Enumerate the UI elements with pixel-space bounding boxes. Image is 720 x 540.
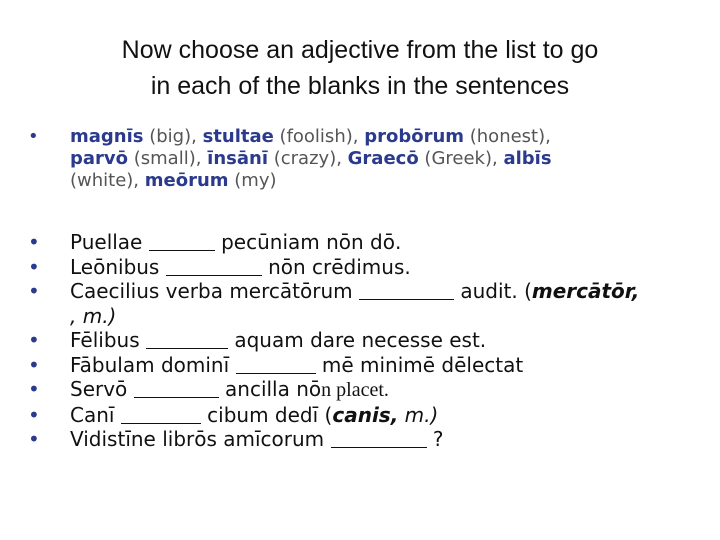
adjective-gloss: (crazy), bbox=[268, 148, 348, 169]
answer-blank bbox=[146, 330, 228, 349]
sentence-item bbox=[28, 230, 688, 255]
adjective-gloss: (big), bbox=[143, 126, 203, 147]
adjective-gloss: (my) bbox=[228, 170, 277, 191]
sentence-text: Puellae bbox=[70, 230, 149, 254]
title-line-1: Now choose an adjective from the list to go bbox=[121, 36, 599, 64]
bullet: • bbox=[28, 402, 40, 427]
note-word: mercātōr, bbox=[531, 279, 640, 303]
sentence-text: Fēlibus bbox=[70, 328, 146, 352]
answer-blank bbox=[149, 232, 215, 251]
title-line-2: in each of the blanks in the sentences bbox=[150, 72, 570, 100]
sentence-text: Vidistīne librōs amīcorum bbox=[70, 427, 331, 451]
sentence-text: pecūniam nōn dō. bbox=[214, 230, 402, 254]
answer-blank bbox=[359, 281, 454, 300]
slide-title bbox=[20, 32, 700, 104]
bullet: • bbox=[28, 279, 40, 303]
adjective-gloss: (small), bbox=[128, 148, 208, 169]
bullet: • bbox=[28, 352, 40, 377]
adjective-gloss: (white), bbox=[70, 170, 145, 191]
bullet: • bbox=[28, 126, 39, 147]
sentence-item bbox=[28, 353, 688, 378]
adjective-word: meōrum bbox=[144, 170, 229, 191]
bullet: • bbox=[28, 377, 40, 401]
sentence-text: nōn crēdimus. bbox=[261, 254, 411, 279]
adjective-word: īnsānī bbox=[207, 148, 269, 169]
note-word: canis, bbox=[332, 402, 399, 427]
adjective-gloss: (foolish), bbox=[273, 126, 365, 147]
adjective-word: probōrum bbox=[364, 126, 465, 147]
adjective-word: magnīs bbox=[70, 126, 144, 147]
sentence-text: Servō bbox=[70, 377, 134, 401]
sentence-text: Fābulam dominī bbox=[70, 352, 236, 377]
adjective-list-text bbox=[70, 126, 688, 192]
bullet: • bbox=[28, 254, 40, 279]
bullet: • bbox=[28, 427, 40, 451]
sentence-item bbox=[28, 255, 688, 280]
adjective-word: stultae bbox=[202, 126, 274, 147]
answer-blank bbox=[331, 429, 427, 448]
sentence-text: aquam dare necesse est. bbox=[227, 328, 487, 352]
sentence-item bbox=[28, 403, 688, 428]
adjective-list bbox=[28, 126, 688, 192]
note-text: , m.) bbox=[70, 303, 117, 328]
sentence-text: Leōnibus bbox=[70, 254, 166, 279]
sentence-item bbox=[28, 279, 688, 328]
answer-blank bbox=[166, 257, 262, 276]
answer-blank bbox=[236, 355, 316, 374]
adjective-word: parvō bbox=[70, 148, 129, 169]
sentence-text: cibum dedī ( bbox=[200, 402, 333, 427]
sentence-text: n placet. bbox=[321, 379, 389, 401]
adjective-word: albīs bbox=[503, 148, 552, 169]
sentence-item bbox=[28, 377, 688, 403]
answer-blank bbox=[134, 379, 219, 398]
sentence-text: mē minimē dēlectat bbox=[315, 352, 524, 377]
sentence-item bbox=[28, 328, 688, 353]
adjective-word: Graecō bbox=[347, 148, 419, 169]
answer-blank bbox=[121, 405, 201, 424]
sentence-list bbox=[28, 230, 688, 452]
adjective-gloss: (honest), bbox=[464, 126, 551, 147]
sentence-text: Caecilius verba mercātōrum bbox=[70, 279, 359, 303]
note-text: m.) bbox=[398, 402, 439, 427]
bullet: • bbox=[28, 328, 40, 352]
sentence-text: audit. ( bbox=[453, 279, 532, 303]
sentence-text: Canī bbox=[70, 402, 121, 427]
sentence-text: ancilla nō bbox=[218, 377, 322, 401]
adjective-gloss: (Greek), bbox=[418, 148, 504, 169]
sentence-item bbox=[28, 427, 688, 452]
sentence-text: ? bbox=[426, 427, 444, 451]
bullet: • bbox=[28, 230, 40, 254]
